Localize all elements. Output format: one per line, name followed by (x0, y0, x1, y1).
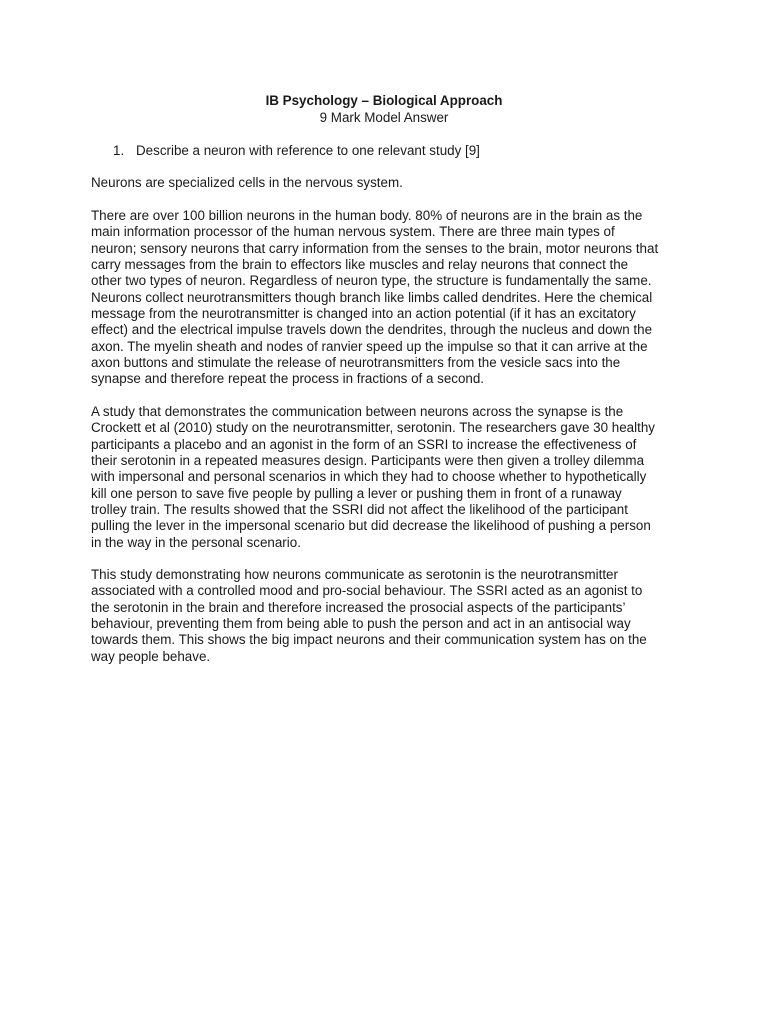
paragraph-study (91, 404, 683, 551)
paragraph-line: pulling the lever in the impersonal scenario but did decrease the likelihood of pushing a person (91, 518, 651, 534)
paragraph-line: in the way in the personal scenario. (91, 534, 301, 550)
paragraph-line: effect) and the electrical impulse travels down the dendrites, through the nucleus and down the (91, 322, 653, 338)
question-number: 1. (113, 143, 125, 158)
paragraph-line: main information processor of the human nervous system. There are three main types of (91, 224, 615, 240)
document-title: IB Psychology – Biological Approach (265, 93, 503, 108)
document-subtitle: 9 Mark Model Answer (319, 110, 449, 125)
paragraph-line: synapse and therefore repeat the process in fractions of a second. (91, 371, 485, 387)
paragraph-line: associated with a controlled mood and pro-social behaviour. The SSRI acted as an agonist to (91, 583, 643, 599)
paragraph-neuron-structure (91, 208, 683, 388)
paragraph-line: participants a placebo and an agonist in the form of an SSRI to increase the effectiveness of (91, 436, 637, 452)
paragraph-line: Neurons collect neurotransmitters though branch like limbs called dendrites. Here the chemical (91, 289, 653, 305)
paragraph-line: This study demonstrating how neurons communicate as serotonin is the neurotransmitter (91, 567, 618, 582)
paragraph-line: with impersonal and personal scenarios in which they had to choose whether to hypothetically (91, 469, 647, 485)
paragraph-line: trolley train. The results showed that the SSRI did not affect the likelihood of the participant (91, 502, 628, 518)
document-header (0, 92, 768, 126)
question-text: Describe a neuron with reference to one relevant study [9] (136, 143, 480, 158)
paragraph-line: There are over 100 billion neurons in the human body. 80% of neurons are in the brain as the (91, 208, 643, 223)
paragraph-line: message from the neurotransmitter is changed into an action potential (if it has an excitatory (91, 306, 636, 322)
paragraph-line: their serotonin in a repeated measures design. Participants were then given a trolley dilemma (91, 453, 645, 469)
paragraph-line: axon. The myelin sheath and nodes of ranvier speed up the impulse so that it can arrive at the (91, 338, 648, 354)
paragraph-line: Neurons are specialized cells in the nervous system. (91, 175, 403, 190)
paragraph-line: A study that demonstrates the communication between neurons across the synapse is the (91, 404, 624, 419)
paragraph-line: behaviour, preventing them from being able to push the person and act in an antisocial way (91, 616, 631, 632)
paragraph-line: other two types of neuron. Regardless of neuron type, the structure is fundamentally the same. (91, 273, 652, 289)
paragraph-line: way people behave. (91, 648, 211, 664)
paragraph-conclusion (91, 567, 683, 665)
paragraph-line: the serotonin in the brain and therefore increased the prosocial aspects of the participants’ (91, 599, 626, 615)
paragraph-line: neuron; sensory neurons that carry information from the senses to the brain, motor neurons that (91, 240, 659, 256)
paragraph-line: carry messages from the brain to effectors like muscles and relay neurons that connect the (91, 257, 629, 273)
question-item (113, 142, 480, 159)
paragraph-line: towards them. This shows the big impact neurons and their communication system has on the (91, 632, 647, 648)
paragraph-line: Crockett et al (2010) study on the neurotransmitter, serotonin. The researchers gave 30 healthy (91, 420, 655, 436)
paragraph-intro (91, 175, 683, 191)
paragraph-line: kill one person to save five people by pulling a lever or pushing them in front of a runaway (91, 485, 622, 501)
paragraph-line: axon buttons and stimulate the release of neurotransmitters from the vesicle sacs into the (91, 355, 621, 371)
